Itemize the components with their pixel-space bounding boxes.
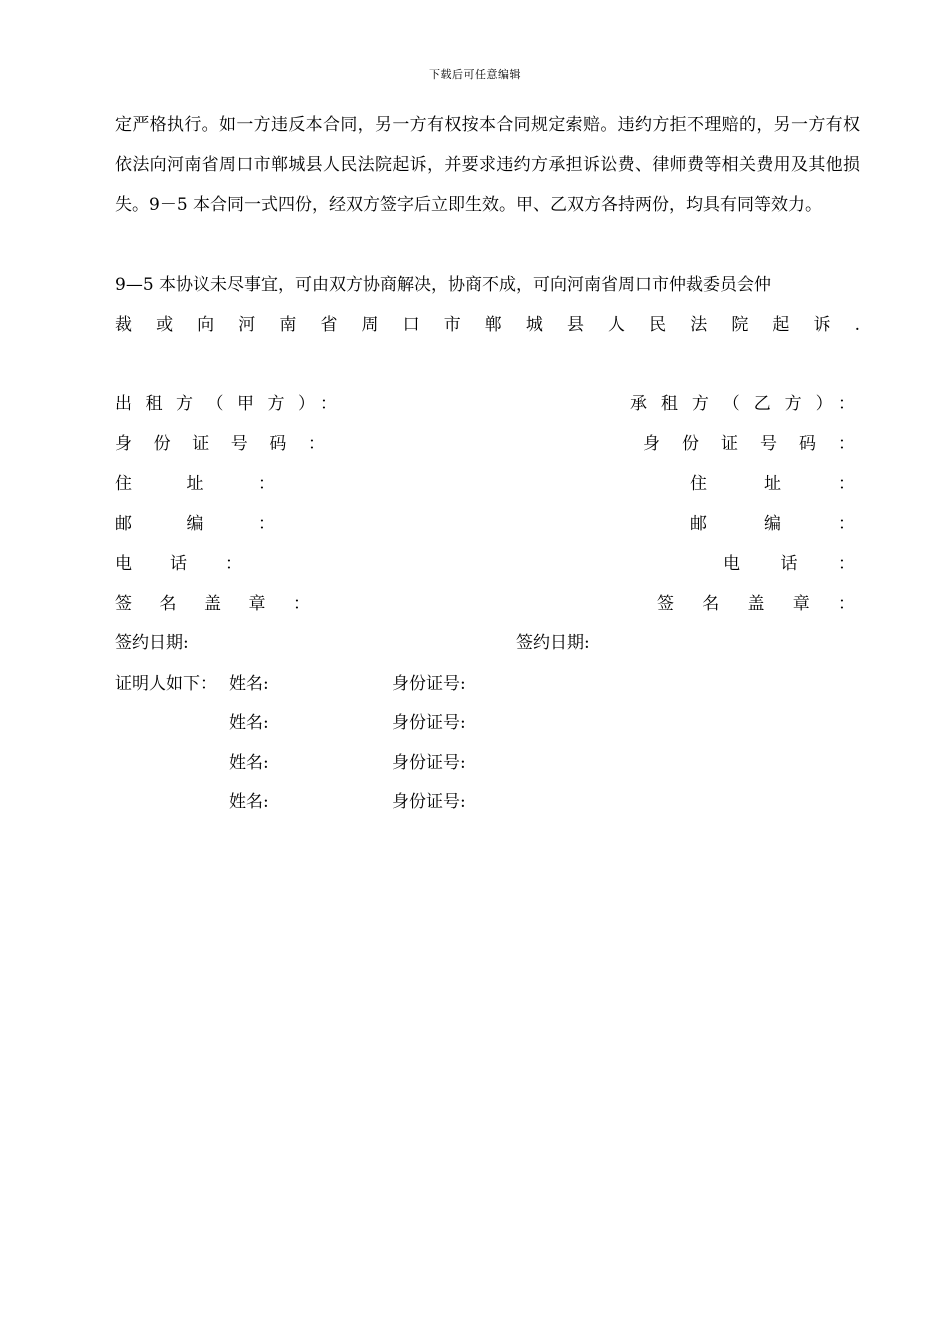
lessor-phone-label: 电话： — [115, 554, 242, 574]
lessee-address-label: 住址： — [690, 474, 855, 494]
paragraph-2-line-2: 裁或向河南省周口市郸城县人民法院起诉. — [115, 315, 860, 335]
witness-3-id-label: 身份证号: — [392, 753, 466, 773]
lessee-signature-label: 签名盖章： — [657, 594, 855, 614]
lessor-postcode-label: 邮编： — [115, 514, 275, 534]
sign-date-right: 签约日期: — [516, 633, 590, 653]
page-header: 下载后可任意编辑 — [429, 68, 521, 81]
witness-1-name-label: 姓名: — [229, 674, 269, 694]
party-row-phone — [115, 544, 855, 584]
witness-4-name-label: 姓名: — [229, 792, 269, 812]
witness-3-name-label: 姓名: — [229, 753, 269, 773]
party-row-id — [115, 424, 855, 464]
witness-4-id-label: 身份证号: — [392, 792, 466, 812]
lessor-label: 出租方（甲方）： — [115, 394, 337, 414]
lessor-signature-label: 签名盖章： — [115, 594, 310, 614]
contract-paragraph-2 — [115, 265, 860, 345]
lessor-id-label: 身份证号码： — [115, 434, 325, 454]
sign-date-left: 签约日期: — [115, 633, 189, 653]
witness-2-name-label: 姓名: — [229, 713, 269, 733]
party-row-address — [115, 464, 855, 504]
witness-2-id-label: 身份证号: — [392, 713, 466, 733]
lessee-id-label: 身份证号码： — [643, 434, 855, 454]
lessee-label: 承租方（乙方）： — [630, 394, 855, 414]
lessee-postcode-label: 邮编： — [690, 514, 855, 534]
lessee-phone-label: 电话： — [723, 554, 855, 574]
paragraph-2-line-1: 9—5 本协议未尽事宜，可由双方协商解决，协商不成，可向河南省周口市仲裁委员会仲 — [115, 275, 772, 295]
contract-paragraph-1: 定严格执行。如一方违反本合同，另一方有权按本合同规定索赔。违约方拒不理赔的，另一方有权依法向河南省周口市郸城县人民法院起诉，并要求违约方承担诉讼费、律师费等相关费用及其他损失。9－5 本合同一式四份，经双方签字后立即生效。甲、乙双方各持两份，均具有同等效力。 — [115, 115, 860, 215]
lessor-address-label: 住址： — [115, 474, 275, 494]
party-row-signature — [115, 584, 855, 624]
witness-intro: 证明人如下： — [115, 674, 217, 694]
party-row-postcode — [115, 504, 855, 544]
witness-1-id-label: 身份证号: — [392, 674, 466, 694]
party-row-party — [115, 384, 855, 424]
